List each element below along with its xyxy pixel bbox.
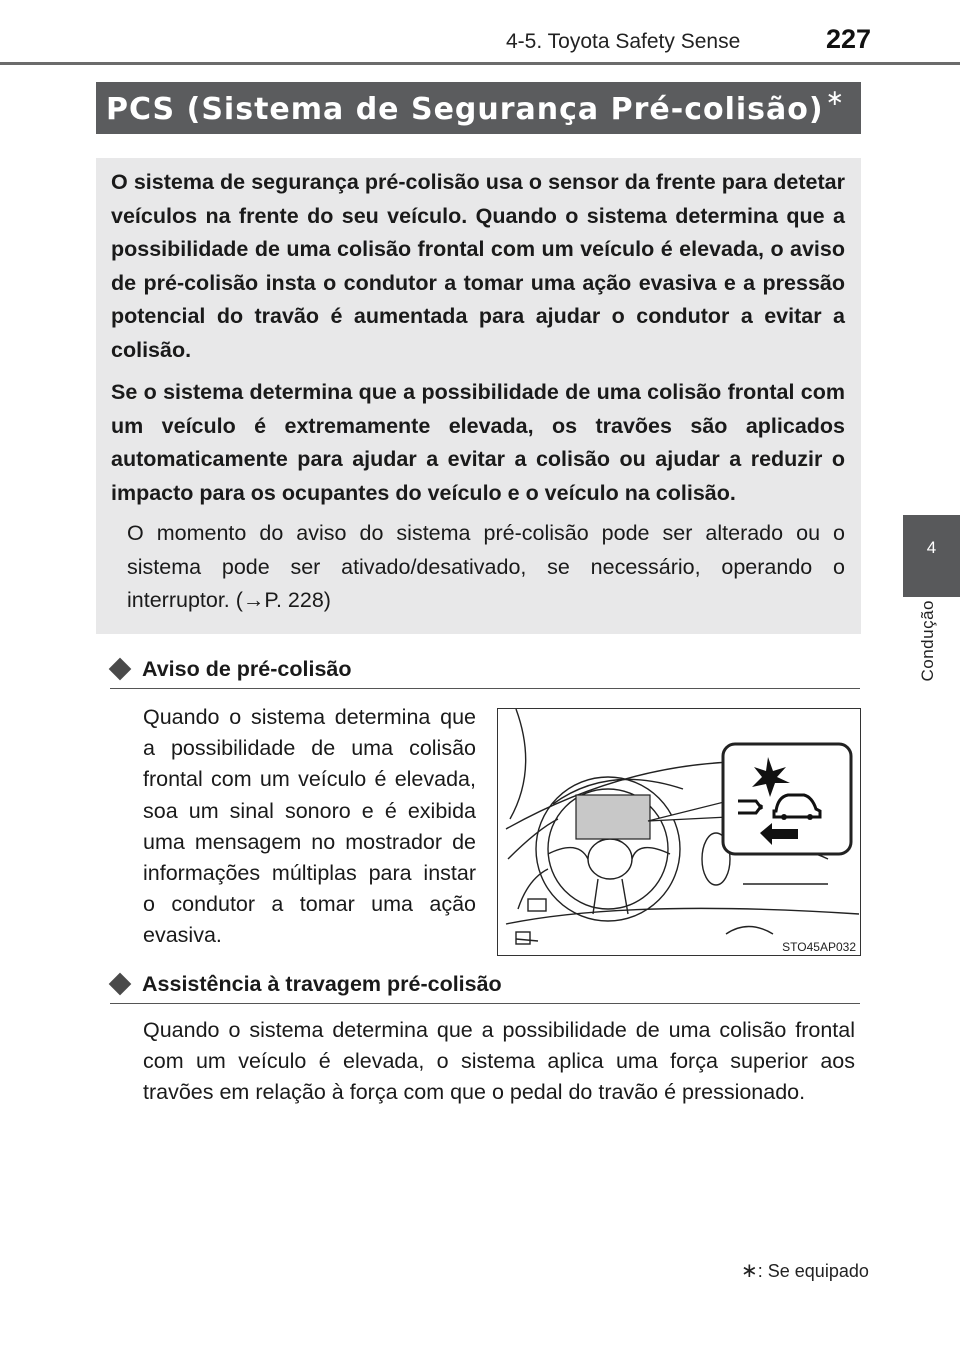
footnote-text: : Se equipado: [757, 1261, 869, 1281]
heading-pre-collision-warning: [110, 650, 860, 689]
header-divider: [0, 62, 960, 65]
brake-assist-text: Quando o sistema determina que a possibilidade de uma colisão frontal com um veículo é elevada, o sistema aplica uma força superior aos travões em relação à força com que o pedal do travão é pressionado.: [143, 1018, 855, 1105]
heading-text: Aviso de pré-colisão: [142, 656, 352, 681]
section-title-text: PCS (Sistema de Segurança Pré-colisão): [106, 92, 824, 127]
equipped-marker: ∗: [825, 86, 846, 111]
figure-code: STO45AP032: [782, 940, 856, 954]
dashboard-illustration: [497, 708, 861, 956]
intro-paragraph-2: Se o sistema determina que a possibilidade de uma colisão frontal com um veículo é extremamente elevada, os travões são aplicados automaticamente para ajudar a evitar a colisão ou ajudar a reduzir o impacto para os ocupantes do veículo e o veículo na colisão.: [111, 380, 845, 505]
heading-pre-collision-brake-assist: [110, 965, 860, 1004]
header-section-title: 4-5. Toyota Safety Sense: [506, 30, 741, 53]
section-title: [106, 86, 846, 127]
dashboard-drawing: [498, 709, 859, 954]
chapter-number: 4: [926, 538, 937, 557]
intro-note: O momento do aviso do sistema pré-colisão pode ser alterado ou o sistema pode ser ativado/desativado, se necessário, operando o interruptor. (→P. 228): [127, 521, 845, 612]
diamond-bullet-icon: [109, 658, 132, 681]
heading-text: Assistência à travagem pré-colisão: [142, 971, 502, 996]
diamond-bullet-icon: [109, 973, 132, 996]
footnote-marker: ∗: [741, 1260, 758, 1282]
page-number: 227: [826, 24, 872, 54]
section-title-bar: [96, 82, 861, 134]
intro-box: [96, 158, 861, 634]
intro-paragraph-1: O sistema de segurança pré-colisão usa o sensor da frente para detetar veículos na frente do seu veículo. Quando o sistema determina que a possibilidade de uma colisão frontal com um veículo é elevada, o aviso de pré-colisão insta o condutor a tomar uma ação evasiva e a pressão potencial do travão é aumentada para ajudar o condutor a evitar a colisão.: [111, 170, 845, 362]
chapter-label: Condução: [918, 600, 937, 682]
pre-collision-warning-text: Quando o sistema determina que a possibilidade de uma colisão frontal com um veículo é elevada, soa um sinal sonoro e é exibida uma mensagem no mostrador de informações múltiplas para instar o condutor a tomar uma ação evasiva.: [143, 705, 476, 948]
footnote: [741, 1258, 869, 1283]
